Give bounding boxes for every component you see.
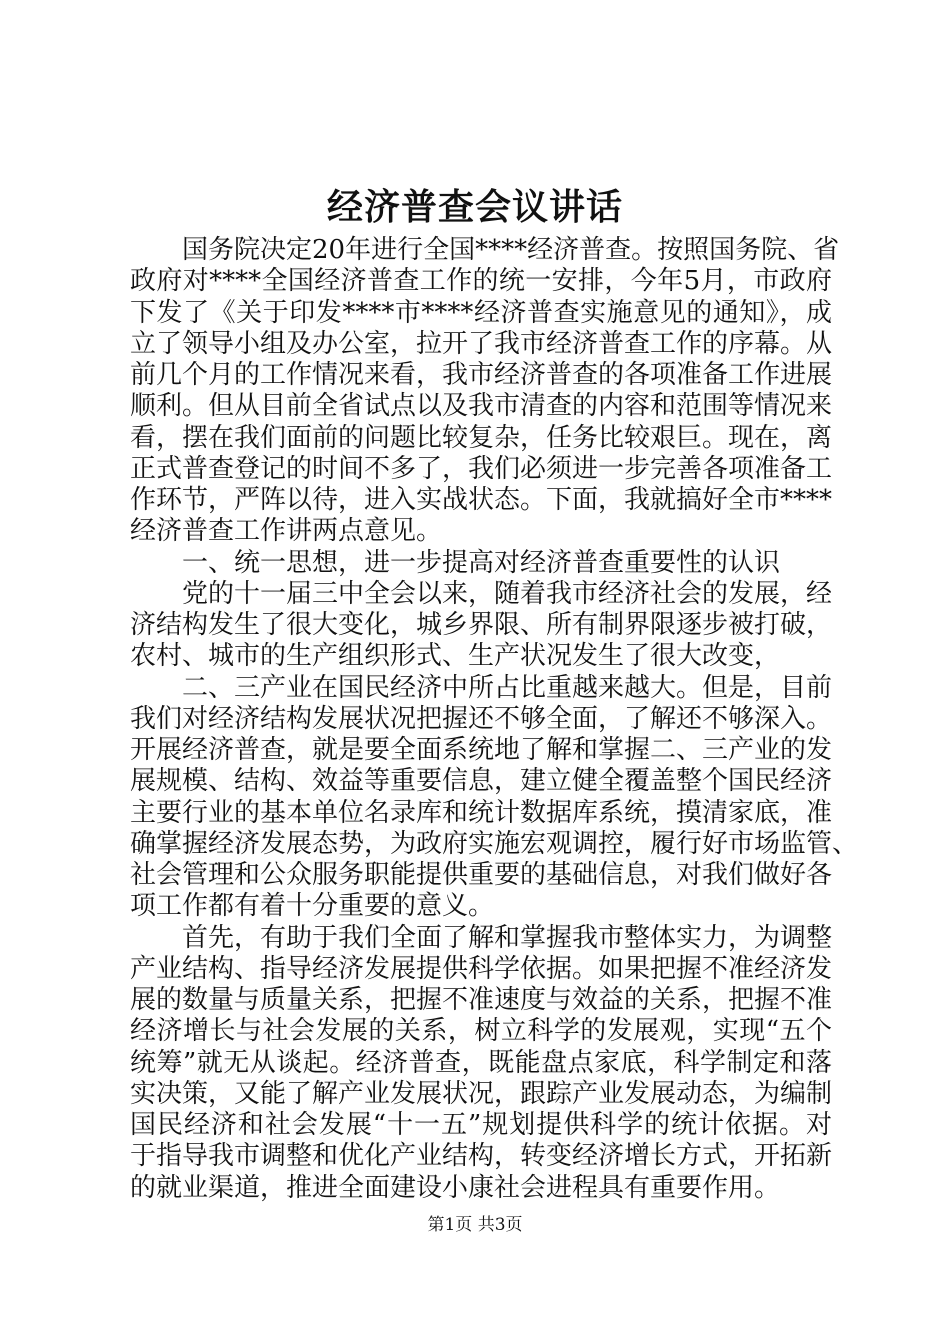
- text-line: 确掌握经济发展态势，为政府实施宏观调控，履行好市场监管、: [130, 828, 859, 859]
- text-line: 实决策，又能了解产业发展状况，跟踪产业发展动态，为编制: [130, 1078, 833, 1109]
- text-line: 展规模、结构、效益等重要信息，建立健全覆盖整个国民经济: [130, 766, 833, 797]
- text-line: 立了领导小组及办公室，拉开了我市经济普查工作的序幕。从: [130, 328, 833, 359]
- text-line: 统筹”就无从谈起。经济普查，既能盘点家底，科学制定和落: [130, 1047, 832, 1078]
- text-line: 展的数量与质量关系，把握不准速度与效益的关系，把握不准: [130, 985, 833, 1015]
- text-line: 作环节，严阵以待，进入实战状态。下面，我就搞好全市****: [130, 485, 833, 515]
- text-line: 我们对经济结构发展状况把握还不够全面，了解还不够深入。: [130, 703, 833, 734]
- text-line: 顺利。但从目前全省试点以及我市清查的内容和范围等情况来: [130, 391, 833, 422]
- page-title: 经济普查会议讲话: [326, 186, 623, 228]
- text-line: 社会管理和公众服务职能提供重要的基础信息，对我们做好各: [130, 860, 833, 890]
- paragraph: [130, 235, 840, 548]
- text-line: 首先，有助于我们全面了解和掌握我市整体实力，为调整: [182, 922, 833, 953]
- text-line: 产业结构、指导经济发展提供科学依据。如果把握不准经济发: [130, 953, 833, 984]
- text-line: 下发了《关于印发****市****经济普查实施意见的通知》，成: [130, 297, 832, 328]
- text-line: 国民经济和社会发展“十一五”规划提供科学的统计依据。对: [130, 1110, 832, 1140]
- text-line: 前几个月的工作情况来看，我市经济普查的各项准备工作进展: [130, 360, 833, 390]
- page-footer: 第1页 共3页: [427, 1215, 523, 1235]
- text-line: 党的十一届三中全会以来，随着我市经济社会的发展，经: [182, 578, 833, 609]
- section-heading: [130, 548, 832, 579]
- text-line: 经济普查工作讲两点意见。: [130, 516, 443, 547]
- text-line: 看，摆在我们面前的问题比较复杂，任务比较艰巨。现在，离: [130, 422, 833, 453]
- paragraph: [130, 579, 832, 673]
- text-line: 国务院决定20年进行全国****经济普查。按照国务院、省: [182, 235, 840, 265]
- text-line: 农村、城市的生产组织形式、生产状况发生了很大改变，: [130, 641, 781, 672]
- paragraph: [130, 923, 832, 1204]
- text-line: 的就业渠道，推进全面建设小康社会进程具有重要作用。: [130, 1172, 781, 1203]
- text-line: 开展经济普查，就是要全面系统地了解和掌握二、三产业的发: [130, 735, 833, 765]
- text-line: 济结构发生了很大变化，城乡界限、所有制界限逐步被打破，: [130, 610, 833, 640]
- document-body: [130, 235, 859, 1204]
- text-line: 经济增长与社会发展的关系，树立科学的发展观，实现“五个: [130, 1016, 832, 1047]
- text-line: 正式普查登记的时间不多了，我们必须进一步完善各项准备工: [130, 453, 833, 484]
- text-line: 主要行业的基本单位名录库和统计数据库系统，摸清家底，准: [130, 797, 833, 828]
- text-line: 二、三产业在国民经济中所占比重越来越大。但是，目前: [182, 672, 833, 703]
- text-line: 项工作都有着十分重要的意义。: [130, 891, 495, 922]
- paragraph: [130, 672, 859, 923]
- text-line: 一、统一思想，进一步提高对经济普查重要性的认识: [182, 547, 781, 578]
- text-line: 于指导我市调整和优化产业结构，转变经济增长方式，开拓新: [130, 1141, 833, 1172]
- text-line: 政府对****全国经济普查工作的统一安排，今年5月，市政府: [130, 266, 832, 297]
